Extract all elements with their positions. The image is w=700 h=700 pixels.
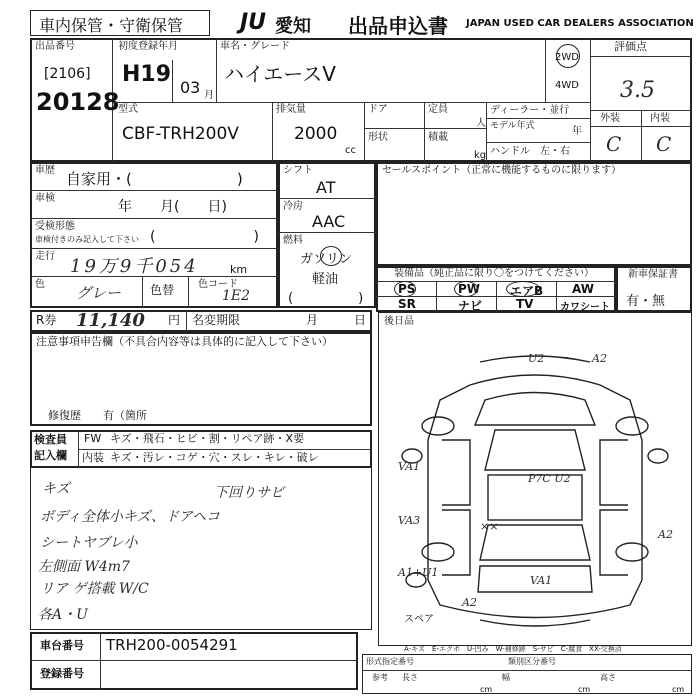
color-value: グレー	[76, 284, 122, 302]
name-change-label: 名変期限	[192, 313, 241, 327]
warranty-label: 新車保証書	[628, 269, 678, 280]
shift-label: シフト	[283, 165, 313, 176]
mark-center-x: ××	[480, 520, 499, 533]
equip-pw-circle	[454, 281, 481, 297]
mark-left-1: VA1	[398, 460, 421, 473]
inspector-label-2: 記入欄	[34, 449, 67, 462]
fuel-label: 燃料	[283, 235, 303, 246]
note-line-4: 左側面 W4m7	[38, 559, 130, 575]
mark-left-2: VA3	[398, 514, 421, 527]
car-name-label: 車名・グレード	[220, 41, 290, 52]
model-label: 型式	[118, 104, 138, 115]
equip-aw: AW	[572, 282, 594, 296]
equip-pw: PW	[458, 282, 481, 296]
car-name: ハイエースV	[224, 62, 336, 86]
shape-label: 形状	[368, 132, 388, 143]
doors-label: ドア	[368, 104, 388, 115]
equip-ps-circle	[394, 281, 416, 297]
inspector-label-1: 検査員	[34, 433, 67, 446]
color-code-label: 色コード	[198, 279, 238, 290]
equip-sr: SR	[398, 297, 416, 311]
equip-tv: TV	[516, 297, 534, 311]
dealer-label: ディーラー・並行	[490, 105, 570, 116]
spare-label: スペア	[404, 614, 434, 625]
form-title: 出品申込書	[348, 14, 448, 38]
logo-region: 愛知	[275, 16, 311, 37]
lot-label: 出品番号	[35, 41, 75, 52]
plate-label: 登録番号	[40, 667, 84, 680]
recycle-fee-label: R券	[36, 313, 57, 327]
type-number-label: 形式指定番号	[366, 657, 414, 666]
class-number-label: 類別区分番号	[508, 657, 556, 666]
car-diagram	[380, 330, 690, 640]
drive-2wd: 2WD	[555, 52, 579, 63]
recycle-label: 受検形態	[35, 221, 75, 232]
note-line-5: リア ゲ搭載 W/C	[40, 581, 149, 597]
equip-airbag-circle	[506, 281, 540, 297]
equip-ps: PS	[398, 282, 416, 296]
inspection-value: 年 月( 日)	[118, 199, 227, 215]
chassis-label: 車台番号	[40, 639, 84, 652]
aircon-value: AAC	[312, 212, 346, 231]
color-change-label: 色替	[150, 283, 175, 297]
shift-value: AT	[316, 178, 336, 197]
model-value: CBF-TRH200V	[122, 124, 239, 144]
mark-bottom: A2	[462, 596, 477, 609]
fw-items: キズ・飛石・ヒビ・割・リペア跡・X要	[110, 432, 305, 445]
storage-note-box	[30, 10, 210, 36]
mark-right-2: A2	[658, 528, 673, 541]
interior-label: 内装	[650, 113, 670, 124]
width-label: 幅	[502, 673, 510, 682]
side-note: 下回りサビ	[214, 485, 284, 501]
height-label: 高さ	[600, 673, 616, 682]
notes-label: 注意事項申告欄（不具合内容等は具体的に記入して下さい）	[36, 335, 333, 348]
mark-top-2: A2	[592, 352, 607, 365]
load-label: 積載	[428, 132, 448, 143]
mileage-value: 19万9千054	[70, 256, 199, 277]
org-name: JAPAN USED CAR DEALERS ASSOCIATION	[466, 18, 694, 29]
note-line-3: シートヤブレ小	[40, 535, 138, 551]
warranty-value: 有・無	[626, 294, 666, 309]
storage-note: 車内保管・守衛保管	[39, 16, 184, 35]
model-year-label: モデル年式	[490, 121, 535, 131]
mileage-label: 走行	[35, 251, 55, 262]
fuel-diesel: 軽油	[312, 272, 339, 287]
exterior-label: 外装	[600, 113, 620, 124]
sales-point-label: セールスポイント（正常に機能するものに限ります）	[382, 165, 622, 176]
interior-items: キズ・汚レ・コゲ・穴・スレ・キレ・破レ	[110, 451, 319, 464]
fuel-paren: ( )	[288, 291, 364, 306]
lot-number: 20128	[36, 88, 120, 116]
equip-airbag: エアB	[510, 284, 544, 298]
registration-label: 初度登録年月	[118, 41, 178, 52]
aircon-label: 冷房	[283, 201, 303, 212]
interior-row-label: 内装	[82, 451, 104, 464]
mark-center: P7C U2	[528, 472, 571, 485]
mark-left-3: A1+U1	[398, 566, 439, 579]
chassis-value: TRH200-0054291	[106, 636, 238, 654]
length-label: 長さ	[402, 673, 418, 682]
later-docs-label: 後日品	[384, 316, 414, 327]
inspection-label: 車検	[35, 193, 55, 204]
fuel-gasoline: ガソリン	[300, 252, 353, 267]
registration-month: 03	[180, 78, 201, 97]
registration-era-year: H19	[122, 62, 172, 87]
grade-label: 評価点	[614, 40, 647, 53]
repair-history-label: 修復歴 有（箇所	[48, 409, 147, 422]
note-line-1: キズ	[42, 481, 70, 497]
color-label: 色	[35, 279, 45, 290]
grade-score: 3.5	[620, 78, 655, 103]
sales-point-section	[376, 162, 692, 266]
recycle-fee-value: 11,140	[76, 310, 145, 331]
note-line-6: 各A・U	[38, 607, 88, 623]
exterior-grade: C	[606, 132, 622, 156]
displacement-label: 排気量	[276, 104, 306, 115]
note-line-2: ボディ全体小キズ、ドアヘコ	[40, 509, 221, 525]
handle-label: ハンドル 左・右	[490, 146, 570, 157]
fw-label: FW	[84, 432, 102, 445]
recycle-note: 車検付きのみ記入して下さい	[35, 235, 139, 244]
equip-leather: カワシート	[560, 302, 610, 313]
mark-top-1: U2	[528, 352, 545, 365]
drive-4wd: 4WD	[555, 80, 579, 91]
equipment-label: 装備品（純正品に限り〇をつけてください）	[394, 268, 594, 279]
color-code: 1E2	[222, 288, 251, 304]
mark-right-1: VA1	[530, 574, 553, 587]
capacity-label: 定員	[428, 104, 448, 115]
history-label: 車歴	[35, 165, 55, 176]
interior-grade: C	[656, 132, 672, 156]
recycle-paren: ( )	[150, 229, 259, 245]
lot-sub-number: [2106]	[44, 66, 91, 82]
ju-logo: JU	[240, 10, 267, 35]
damage-legend: A-キズ E-エクボ U-凹み W-補修跡 S-サビ C-腐食 XX-交換済	[404, 645, 622, 653]
equip-navi: ナビ	[458, 299, 483, 313]
history-value: 自家用・( )	[66, 170, 243, 188]
displacement-value: 2000	[294, 124, 338, 144]
